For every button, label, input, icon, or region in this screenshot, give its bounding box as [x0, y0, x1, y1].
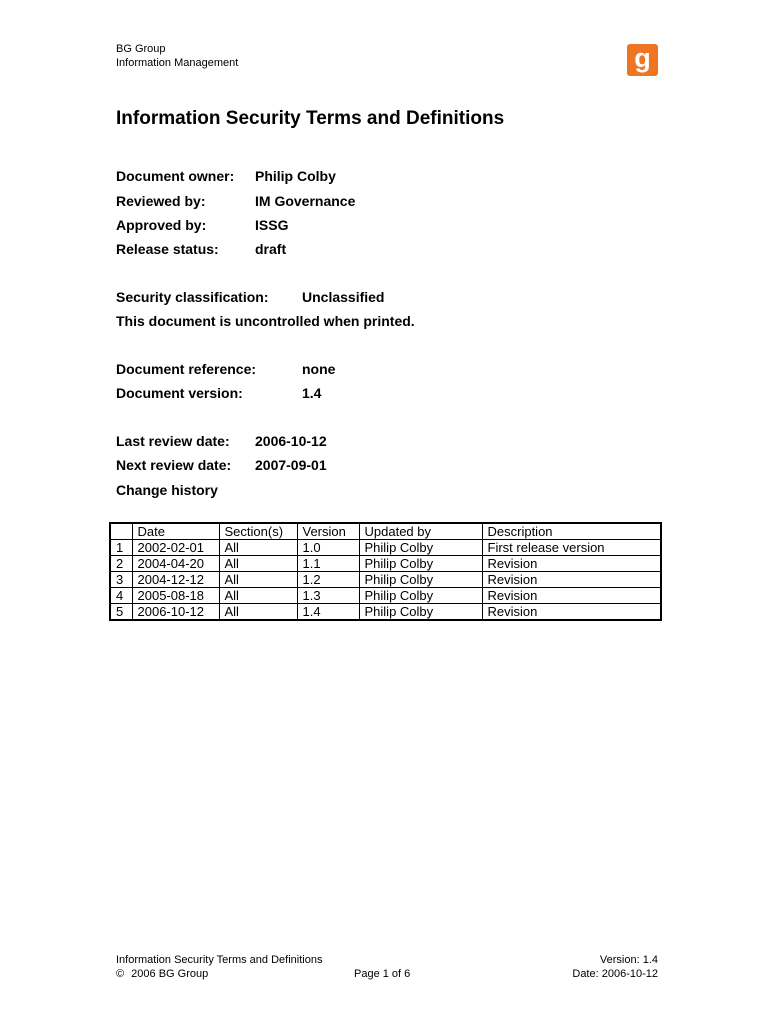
meta-next-review — [116, 457, 327, 473]
reviewed-label: Reviewed by: — [116, 193, 206, 209]
cell-sections: All — [219, 556, 297, 572]
cell-number: 1 — [110, 540, 132, 556]
bg-logo-glyph: g — [634, 43, 651, 73]
cell-version: 1.0 — [297, 540, 359, 556]
reference-label: Document reference: — [116, 361, 257, 377]
status-label: Release status: — [116, 241, 219, 257]
uncontrolled-note: This document is uncontrolled when printed. — [116, 313, 415, 329]
col-header-updated-by: Updated by — [359, 523, 482, 540]
table-row — [110, 604, 661, 621]
change-history-table — [109, 522, 662, 621]
department-name: Information Management — [116, 57, 239, 69]
table-header-row — [110, 523, 661, 540]
classification-label: Security classification: — [116, 289, 269, 305]
meta-status — [116, 241, 287, 257]
change-history-heading: Change history — [116, 482, 218, 498]
cell-date: 2002-02-01 — [132, 540, 219, 556]
cell-number: 5 — [110, 604, 132, 621]
company-name: BG Group — [116, 43, 166, 55]
cell-date: 2006-10-12 — [132, 604, 219, 621]
footer-page-number: Page 1 of 6 — [354, 968, 411, 980]
cell-description: Revision — [482, 604, 661, 621]
cell-description: Revision — [482, 556, 661, 572]
bg-logo — [627, 44, 658, 76]
owner-value: Philip Colby — [255, 168, 336, 184]
table-row — [110, 572, 661, 588]
reference-value: none — [302, 361, 336, 377]
cell-sections: All — [219, 588, 297, 604]
footer-date: Date: 2006-10-12 — [572, 968, 658, 980]
version-label: Document version: — [116, 385, 243, 401]
table-row — [110, 588, 661, 604]
footer-version: Version: 1.4 — [599, 954, 658, 966]
col-header-number — [110, 523, 132, 540]
next-review-label: Next review date: — [116, 457, 232, 473]
cell-sections: All — [219, 604, 297, 621]
cell-version: 1.3 — [297, 588, 359, 604]
footer-copyright — [116, 967, 208, 981]
cell-number: 4 — [110, 588, 132, 604]
status-value: draft — [255, 241, 287, 257]
cell-updated-by: Philip Colby — [359, 572, 482, 588]
cell-updated-by: Philip Colby — [359, 604, 482, 621]
meta-owner — [116, 168, 336, 184]
copyright-text: 2006 BG Group — [131, 968, 209, 980]
cell-updated-by: Philip Colby — [359, 556, 482, 572]
cell-version: 1.1 — [297, 556, 359, 572]
version-value: 1.4 — [302, 385, 322, 401]
cell-sections: All — [219, 572, 297, 588]
cell-sections: All — [219, 540, 297, 556]
cell-description: First release version — [482, 540, 661, 556]
owner-label: Document owner: — [116, 168, 235, 184]
cell-number: 3 — [110, 572, 132, 588]
approved-value: ISSG — [255, 217, 289, 233]
cell-date: 2004-12-12 — [132, 572, 219, 588]
copyright-symbol: © — [116, 968, 125, 980]
document-title: Information Security Terms and Definitions — [116, 108, 505, 129]
header-org — [116, 42, 238, 70]
cell-date: 2005-08-18 — [132, 588, 219, 604]
meta-approved — [116, 217, 289, 233]
col-header-description: Description — [482, 523, 661, 540]
cell-date: 2004-04-20 — [132, 556, 219, 572]
cell-updated-by: Philip Colby — [359, 540, 482, 556]
next-review-value: 2007-09-01 — [255, 457, 327, 473]
col-header-date: Date — [132, 523, 219, 540]
reviewed-value: IM Governance — [255, 193, 356, 209]
cell-version: 1.4 — [297, 604, 359, 621]
meta-version — [116, 385, 322, 401]
cell-updated-by: Philip Colby — [359, 588, 482, 604]
table-row — [110, 556, 661, 572]
cell-version: 1.2 — [297, 572, 359, 588]
cell-number: 2 — [110, 556, 132, 572]
cell-description: Revision — [482, 588, 661, 604]
cell-description: Revision — [482, 572, 661, 588]
meta-classification — [116, 289, 385, 305]
footer-doc-title: Information Security Terms and Definitions — [116, 954, 323, 966]
meta-last-review — [116, 433, 327, 449]
table-row — [110, 540, 661, 556]
approved-label: Approved by: — [116, 217, 207, 233]
meta-reviewed — [116, 193, 356, 209]
meta-reference — [116, 361, 336, 377]
last-review-label: Last review date: — [116, 433, 230, 449]
col-header-version: Version — [297, 523, 359, 540]
col-header-sections: Section(s) — [219, 523, 297, 540]
classification-value: Unclassified — [302, 289, 385, 305]
last-review-value: 2006-10-12 — [255, 433, 327, 449]
